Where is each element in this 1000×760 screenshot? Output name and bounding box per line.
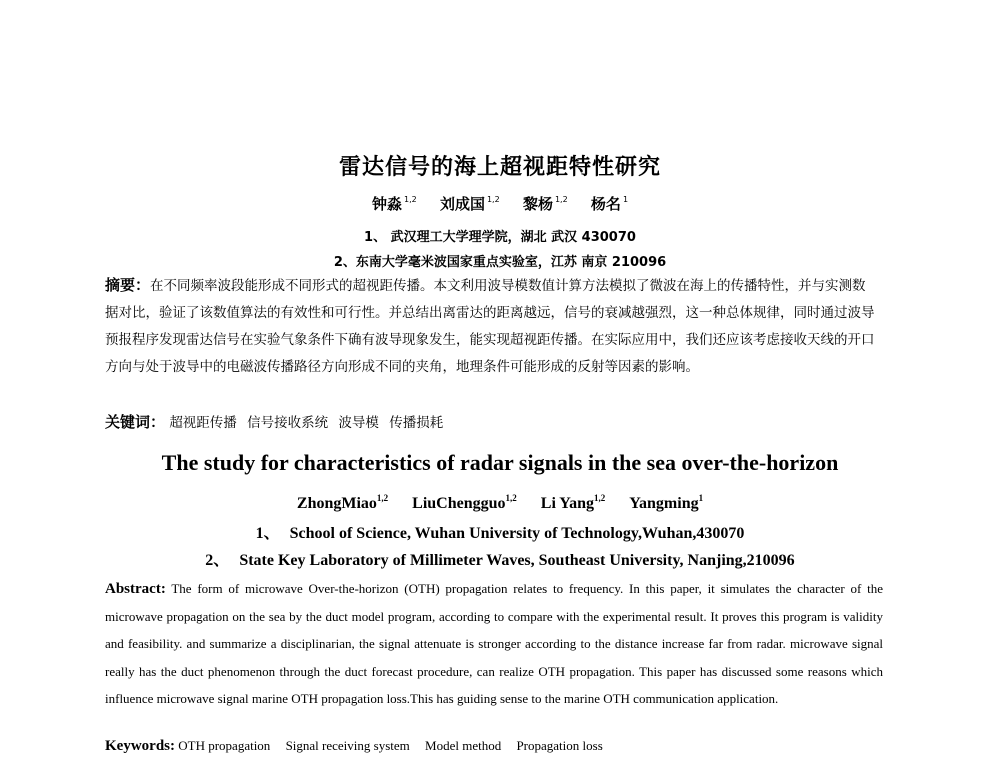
author-cn: 杨名 $^1$ bbox=[590, 195, 629, 213]
english-title: The study for characteristics of radar signals in the sea over-the-horizon bbox=[161, 450, 839, 475]
chinese-authors bbox=[0, 193, 1000, 214]
chinese-abstract bbox=[105, 272, 877, 381]
chinese-abstract-label: 摘要： bbox=[105, 276, 151, 294]
chinese-keywords bbox=[105, 411, 449, 432]
author-cn: 刘成国 $^{1,2}$ bbox=[439, 195, 500, 213]
author-cn: 钟淼 $^{1,2}$ bbox=[371, 195, 417, 213]
keyword-en: Propagation loss bbox=[516, 738, 603, 753]
author-en: LiuChengguo$^{1,2}$ bbox=[412, 493, 517, 512]
english-abstract-text: The form of microwave Over-the-horizon (OTH) propagation relates to frequency. In this paper, it simulates the character of the microwave propagation on the sea by the duct model program, according to compare with the experimental result. It proves this program is validity and feasibility. and summarize a disciplinarian, the signal attenuate is stronger according to the distance increase far from radar. microwave signal really has the duct phenomenon through the duct forecast procedure, can realize OTH propagation. This paper has discussed some reasons which influence microwave signal marine OTH propagation loss.This has guiding sense to the marine OTH communication application. bbox=[105, 581, 883, 706]
keyword-en: Signal receiving system bbox=[285, 738, 410, 753]
english-keywords-label: Keywords: bbox=[105, 738, 175, 754]
author-cn: 黎杨 $^{1,2}$ bbox=[522, 195, 568, 213]
english-abstract bbox=[105, 575, 883, 712]
chinese-abstract-text: 在不同频率波段能形成不同形式的超视距传播。本文利用波导模数值计算方法模拟了微波在海上的传播特性，并与实测数据对比，验证了该数值算法的有效性和可行性。并总结出离雷达的距离越远，信号的衰减越强烈，这一种总体规律，同时通过波导预报程序发现雷达信号在实验气象条件下确有波导现象发生，能实现超视距传播。在实际应用中，我们还应该考虑接收天线的开口方向与处于波导中的电磁波传播路径方向形成不同的夹角，地理条件可能形成的反射等因素的影响。 bbox=[105, 278, 875, 375]
keyword-cn: 传播损耗 bbox=[389, 415, 444, 431]
chinese-keywords-label: 关键词： bbox=[105, 413, 166, 431]
english-abstract-label: Abstract: bbox=[105, 581, 166, 597]
author-en: Li Yang$^{1,2}$ bbox=[540, 493, 606, 512]
english-keywords bbox=[105, 738, 615, 755]
english-affiliation-2: 2、 State Key Laboratory of Millimeter Waves, Southeast University, Nanjing,210096 bbox=[205, 552, 795, 569]
keyword-cn: 信号接收系统 bbox=[247, 415, 329, 431]
english-affiliation-1: 1、 School of Science, Wuhan University of Technology,Wuhan,430070 bbox=[255, 525, 745, 542]
keyword-cn: 波导模 bbox=[338, 415, 379, 431]
keyword-en: Model method bbox=[425, 738, 502, 753]
chinese-affiliation-2: 2、东南大学毫米波国家重点实验室，江苏 南京 210096 bbox=[333, 255, 667, 270]
author-en: Yangming$^1$ bbox=[629, 493, 704, 512]
chinese-title: 雷达信号的海上超视距特性研究 bbox=[338, 155, 661, 180]
chinese-affiliation-1: 1、 武汉理工大学理学院，湖北 武汉 430070 bbox=[364, 230, 636, 245]
keyword-en: OTH propagation bbox=[178, 738, 271, 753]
english-authors bbox=[0, 493, 1000, 513]
author-en: ZhongMiao$^{1,2}$ bbox=[296, 493, 389, 512]
keyword-cn: 超视距传播 bbox=[169, 415, 237, 431]
